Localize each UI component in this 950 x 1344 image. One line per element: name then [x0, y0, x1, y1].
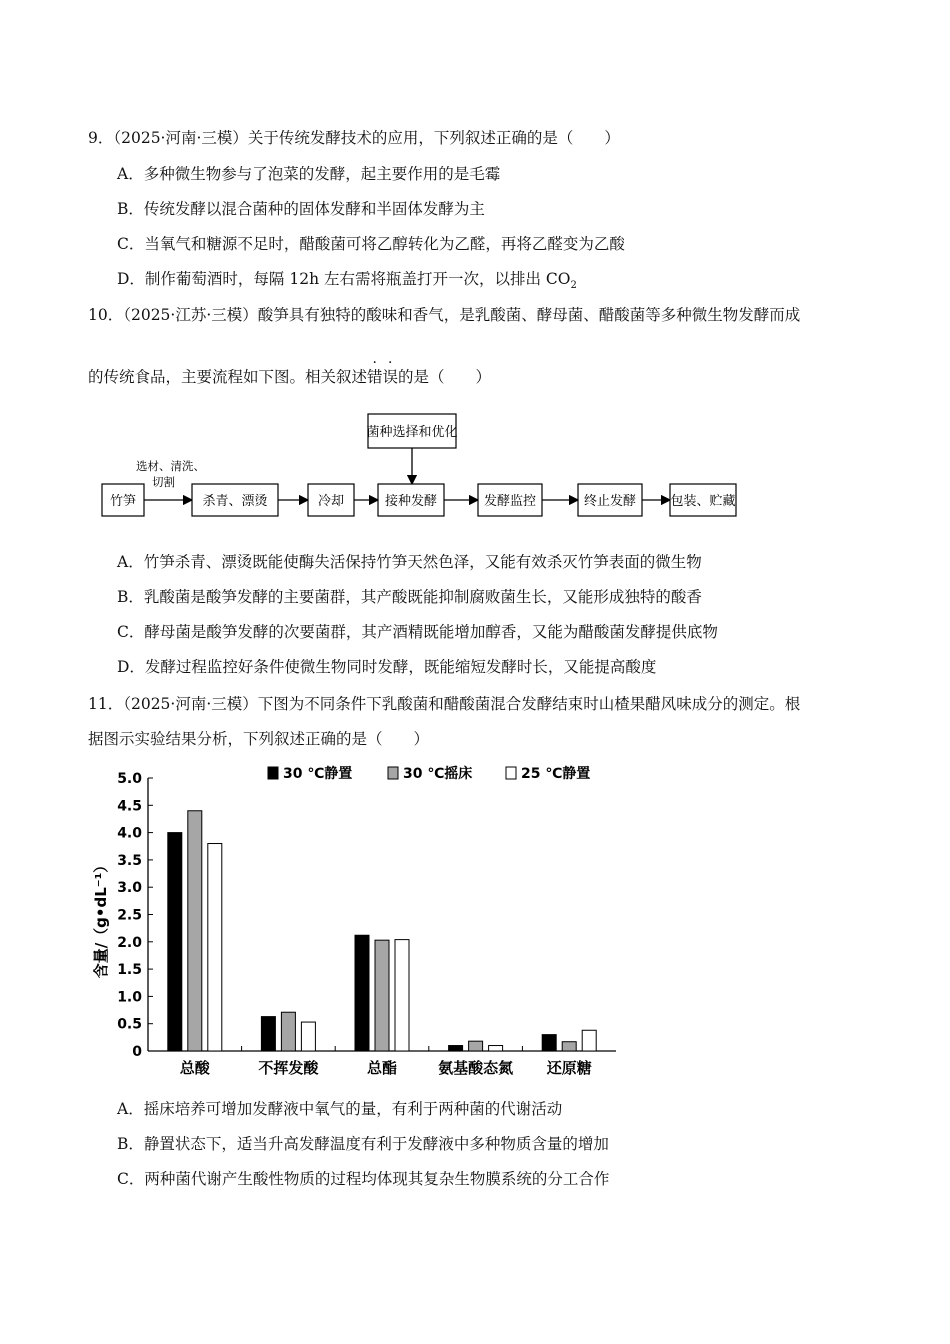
bar — [355, 935, 369, 1051]
bar — [395, 940, 409, 1051]
legend-swatch — [388, 767, 398, 779]
q9-stem: 9．（2025·河南·三模）关于传统发酵技术的应用，下列叙述正确的是（ ） — [88, 129, 620, 147]
bar — [375, 940, 389, 1051]
x-tick-label: 氨基酸态氮 — [438, 1059, 514, 1077]
q9-option-c: C．当氧气和糖源不足时，醋酸菌可将乙醇转化为乙醛，再将乙醛变为乙酸 — [117, 235, 625, 253]
flow-step-6-label: 终止发酵 — [583, 494, 637, 509]
x-tick-label: 还原糖 — [546, 1059, 592, 1077]
y-tick-label: 0 — [132, 1044, 142, 1060]
legend-swatch — [506, 767, 516, 779]
y-tick-label: 3.5 — [117, 852, 142, 869]
bar — [188, 811, 202, 1051]
q11-stem-line1: 11．（2025·河南·三模）下图为不同条件下乳酸菌和醋酸菌混合发酵结束时山楂果醋风味成分的测定。根 — [88, 695, 801, 713]
emphasis-dot-1: · — [372, 355, 377, 371]
q9-option-d — [117, 269, 577, 296]
emphasis-char-2: · 误 — [382, 355, 399, 386]
flow-step-4-label: 接种发酵 — [384, 494, 438, 509]
q11-option-b: B．静置状态下，适当升高发酵温度有利于发酵液中多种物质含量的增加 — [117, 1135, 609, 1153]
flow-step-2-label: 杀青、漂烫 — [202, 494, 268, 509]
bar — [301, 1022, 315, 1051]
bar — [168, 833, 182, 1051]
q10-option-a: A．竹笋杀青、漂烫既能使酶失活保持竹笋天然色泽，又能有效杀灭竹笋表面的微生物 — [117, 553, 702, 571]
q11-option-c: C．两种菌代谢产生酸性物质的过程均体现其复杂生物膜系统的分工合作 — [117, 1170, 610, 1188]
q9-option-d-text: D．制作葡萄酒时，每隔 12h 左右需将瓶盖打开一次，以排出 CO — [117, 270, 571, 288]
bar — [208, 844, 222, 1051]
bar — [542, 1035, 556, 1051]
emphasis-dot-2: · — [388, 355, 393, 371]
x-tick-label: 总酯 — [366, 1059, 398, 1077]
flow-step-1-label: 竹笋 — [109, 494, 137, 509]
q10-stem-pre: 的传统食品，主要流程如下图。相关叙述 — [88, 368, 368, 386]
y-tick-label: 2.5 — [117, 907, 142, 924]
q11-stem-line2: 据图示实验结果分析，下列叙述正确的是（ ） — [88, 730, 430, 748]
x-tick-label: 不挥发酸 — [258, 1059, 319, 1077]
y-axis-label: 含量/（g•dL⁻¹） — [92, 857, 110, 979]
y-tick-label: 4.5 — [117, 798, 142, 815]
y-tick-label: 5.0 — [117, 771, 142, 787]
q10-stem-post: 的是（ ） — [398, 368, 492, 386]
legend-label: 30 ℃摇床 — [403, 766, 473, 782]
bar — [489, 1046, 503, 1051]
flow-step-3-label: 冷却 — [317, 494, 345, 509]
q11-option-a: A．摇床培养可增加发酵液中氧气的量，有利于两种菌的代谢活动 — [117, 1100, 563, 1118]
y-tick-label: 0.5 — [117, 1016, 142, 1033]
bar — [449, 1046, 463, 1051]
bar-chart — [86, 758, 626, 1090]
flow-side-note-2: 切割 — [152, 475, 175, 489]
q10-option-d: D．发酵过程监控好条件使微生物同时发酵，既能缩短发酵时长，又能提高酸度 — [117, 658, 657, 676]
process-flowchart — [100, 412, 740, 522]
y-tick-label: 3.0 — [117, 880, 142, 897]
q10-stem-line2 — [88, 355, 492, 387]
bar — [261, 1017, 275, 1051]
legend-label: 25 ℃静置 — [521, 766, 591, 782]
q10-option-c: C．酵母菌是酸笋发酵的次要菌群，其产酒精既能增加醇香，又能为醋酸菌发酵提供底物 — [117, 623, 718, 641]
chart-legend — [268, 765, 590, 782]
legend-swatch — [268, 767, 278, 779]
bar — [582, 1030, 596, 1051]
bar — [562, 1042, 576, 1051]
q9-option-a: A．多种微生物参与了泡菜的发酵，起主要作用的是毛霉 — [117, 165, 501, 183]
y-tick-label: 4.0 — [117, 825, 142, 842]
x-tick-label: 总酸 — [179, 1059, 210, 1077]
q10-stem-line1: 10．（2025·江苏·三模）酸笋具有独特的酸味和香气，是乳酸菌、酵母菌、醋酸菌等多种微生物发酵而成 — [88, 306, 801, 324]
flow-side-note-1: 选材、清洗、 — [136, 459, 205, 473]
y-tick-label: 1.0 — [117, 989, 142, 1006]
y-tick-label: 1.5 — [117, 962, 142, 979]
bar — [281, 1012, 295, 1051]
bar — [469, 1041, 483, 1051]
flow-top-box-label: 菌种选择和优化 — [366, 425, 458, 440]
legend-label: 30 ℃静置 — [283, 766, 353, 782]
q9-option-d-subscript: 2 — [570, 280, 577, 292]
chart-bars — [168, 811, 596, 1051]
q10-option-b: B．乳酸菌是酸笋发酵的主要菌群，其产酸既能抑制腐败菌生长，又能形成独特的酸香 — [117, 588, 702, 606]
y-tick-label: 2.0 — [117, 934, 142, 951]
q9-option-b: B．传统发酵以混合菌种的固体发酵和半固体发酵为主 — [117, 200, 485, 218]
emphasis-char-1: · 错 — [367, 355, 383, 386]
flow-step-7-label: 包装、贮藏 — [670, 494, 736, 509]
flow-step-5-label: 发酵监控 — [483, 494, 537, 509]
